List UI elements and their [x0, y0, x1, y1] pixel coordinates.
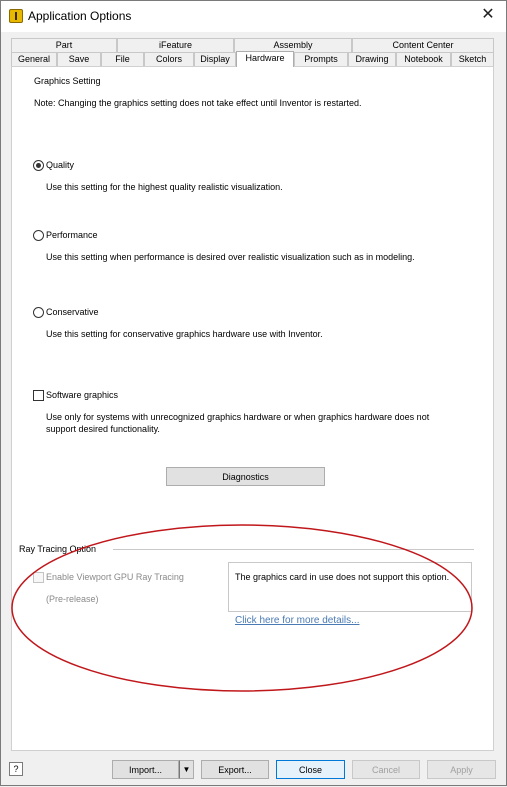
- cancel-button[interactable]: Cancel: [352, 760, 420, 779]
- tab-hardware[interactable]: Hardware: [236, 51, 294, 67]
- tab-save[interactable]: Save: [57, 52, 101, 66]
- graphics-setting-heading: Graphics Setting: [34, 76, 101, 86]
- software-graphics-description-line2: support desired functionality.: [46, 424, 160, 434]
- tab-notebook[interactable]: Notebook: [396, 52, 451, 66]
- tab-row-top: [11, 38, 494, 52]
- tab-part[interactable]: Part: [11, 38, 117, 52]
- tab-ifeature[interactable]: iFeature: [117, 38, 234, 52]
- diagnostics-button[interactable]: Diagnostics: [166, 467, 325, 486]
- software-graphics-label[interactable]: Software graphics: [46, 390, 119, 400]
- inventor-app-icon: [9, 9, 23, 23]
- window-title: Application Options: [28, 9, 132, 23]
- performance-label[interactable]: Performance: [46, 230, 98, 240]
- more-details-link[interactable]: Click here for more details...: [235, 615, 360, 626]
- close-button[interactable]: Close: [276, 760, 345, 779]
- performance-radio[interactable]: [33, 230, 44, 241]
- restart-note: Note: Changing the graphics setting does not take effect until Inventor is restarted.: [34, 98, 362, 108]
- quality-label[interactable]: Quality: [46, 160, 75, 170]
- software-graphics-checkbox[interactable]: [33, 390, 44, 401]
- import-button[interactable]: Import...: [112, 760, 179, 779]
- software-graphics-description-line1: Use only for systems with unrecognized graphics hardware or when graphics hardware does not: [46, 412, 430, 422]
- tab-drawing[interactable]: Drawing: [348, 52, 396, 66]
- tab-general[interactable]: General: [11, 52, 57, 66]
- import-dropdown-icon[interactable]: ▼: [179, 760, 194, 779]
- quality-description: Use this setting for the highest quality realistic visualization.: [46, 182, 283, 192]
- export-button[interactable]: Export...: [201, 760, 269, 779]
- tab-colors[interactable]: Colors: [144, 52, 194, 66]
- tab-row-bottom: [11, 52, 494, 66]
- tab-prompts[interactable]: Prompts: [294, 52, 348, 66]
- apply-button[interactable]: Apply: [427, 760, 496, 779]
- tab-display[interactable]: Display: [194, 52, 236, 66]
- performance-description: Use this setting when performance is desired over realistic visualization such as in modeling.: [46, 252, 415, 262]
- quality-radio[interactable]: [33, 160, 44, 171]
- gpu-ray-tracing-label: Enable Viewport GPU Ray Tracing: [46, 572, 184, 582]
- tab-sketch[interactable]: Sketch: [451, 52, 494, 66]
- close-icon[interactable]: ✕: [481, 6, 495, 23]
- help-icon[interactable]: ?: [9, 762, 23, 776]
- conservative-radio[interactable]: [33, 307, 44, 318]
- ray-tracing-heading: Ray Tracing Option: [19, 544, 97, 554]
- title-bar: [1, 1, 506, 32]
- tab-content-center[interactable]: Content Center: [352, 38, 494, 52]
- ray-tracing-info-text: The graphics card in use does not support this option.: [235, 572, 450, 582]
- conservative-description: Use this setting for conservative graphics hardware use with Inventor.: [46, 329, 323, 339]
- hardware-panel: [11, 66, 494, 751]
- ray-tracing-group-divider: [113, 549, 474, 550]
- tab-file[interactable]: File: [101, 52, 144, 66]
- conservative-label[interactable]: Conservative: [46, 307, 99, 317]
- gpu-ray-tracing-checkbox[interactable]: [33, 572, 44, 583]
- tab-assembly[interactable]: Assembly: [234, 38, 352, 52]
- prerelease-label: (Pre-release): [46, 594, 99, 604]
- ray-tracing-info-box: [228, 562, 472, 612]
